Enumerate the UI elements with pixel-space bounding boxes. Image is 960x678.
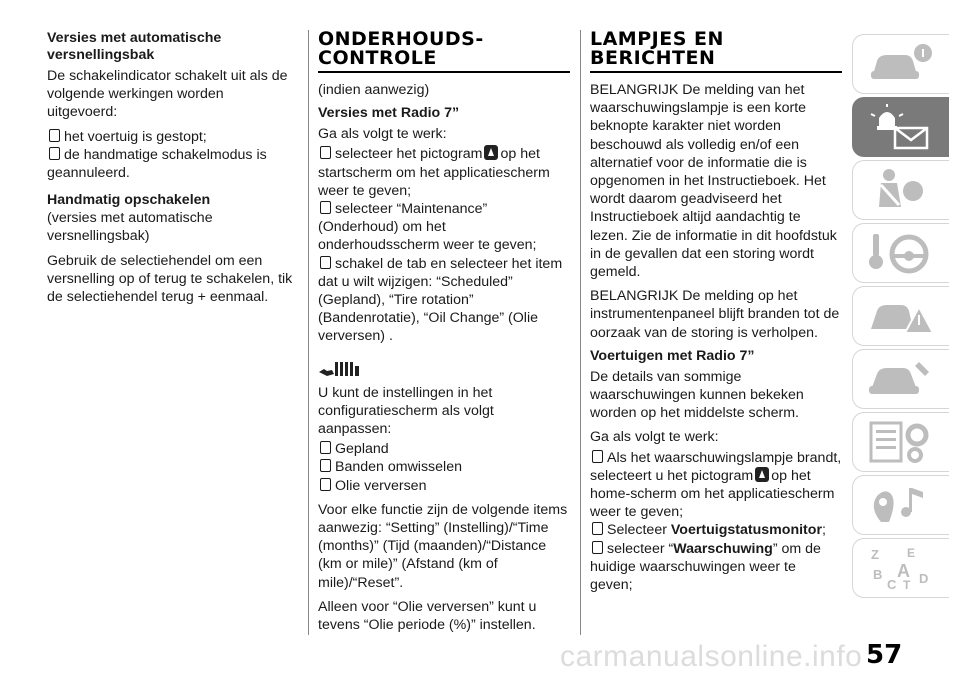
- paragraph: (indien aanwezig): [318, 82, 430, 98]
- column-divider: [580, 30, 581, 635]
- bullet-item: het voertuig is gestopt;: [47, 128, 297, 146]
- bullet-text: ;: [821, 522, 826, 539]
- bullet-text: Als het waarschuwingslampje brandt, selecteert u het pictogram: [590, 449, 842, 484]
- tab-multimedia[interactable]: [852, 475, 949, 535]
- tab-technical-data[interactable]: [852, 412, 949, 472]
- index-letter: D: [919, 571, 929, 586]
- paragraph: Alleen voor “Olie verversen” kunt u tevens “Olie periode (%)” instellen.: [318, 598, 537, 634]
- key-steering-wheel-icon: [867, 230, 937, 276]
- note-icon: [318, 356, 362, 378]
- index-letter: B: [873, 567, 883, 582]
- paragraph: (versies met automatische versnellingsbak): [47, 210, 213, 245]
- paragraph: Ga als volgt te werk:: [590, 429, 719, 446]
- bullet-item: Banden omwisselen: [318, 458, 570, 476]
- bullet-item: selecteer “Maintenance” (Onderhoud) om het onderhoudsscherm weer te geven;: [318, 200, 570, 255]
- bullet-text: op het home-scherm om het applicatiescherm weer te geven;: [590, 467, 835, 521]
- app-icon: [755, 467, 769, 482]
- bullet-item: Olie verversen: [318, 477, 570, 495]
- bullet-text: selecteer het pictogram: [335, 146, 483, 163]
- paragraph: U kunt de instellingen in het configuratiescherm als volgt aanpassen:: [318, 384, 494, 438]
- index-letter: E: [907, 546, 916, 560]
- tab-emergency[interactable]: [852, 286, 949, 346]
- tab-driving[interactable]: [852, 223, 949, 283]
- bullet-text: op het startscherm om het applicatiescherm weer te geven;: [318, 146, 550, 199]
- index-letter: A: [897, 561, 910, 581]
- bullet-text: Selecteer: [607, 522, 671, 539]
- tab-maintenance[interactable]: [852, 349, 949, 409]
- bullet-item: [590, 449, 842, 522]
- column-1: [47, 30, 297, 312]
- chapter-title: ONDERHOUDS-CONTROLE: [318, 30, 570, 73]
- bullet-item: Gepland: [318, 440, 570, 458]
- tab-index[interactable]: [852, 538, 949, 598]
- bullet-item: [590, 540, 842, 595]
- bullet-item: [318, 145, 570, 200]
- car-wrench-icon: [867, 356, 937, 402]
- index-letter: C: [887, 577, 897, 591]
- paragraph: Voor elke functie zijn de volgende items aanwezig: “Setting” (Instelling)/“Time (months)” (Tijd (maanden)/“Distance (km or mile)” (Afstand (km of mile)/“Reset”.: [318, 501, 568, 591]
- watermark: carmanualsonline.info: [560, 640, 863, 673]
- section-heading: Versies met automatische versnellingsbak: [47, 30, 222, 63]
- column-3: [590, 30, 842, 594]
- spec-list-gear-icon: [867, 419, 937, 465]
- paragraph: De schakelindicator schakelt uit als de volgende werkingen worden uitgevoerd:: [47, 68, 288, 121]
- section-heading: Handmatig opschakelen: [47, 192, 211, 209]
- bullet-text: ” om de huidige waarschuwingen weer te geven;: [590, 540, 821, 594]
- warning-light-message-icon: [867, 104, 937, 150]
- index-letter: Z: [871, 547, 879, 562]
- paragraph: Gebruik de selectiehendel om een versnelling op of terug te schakelen, tik de selectiehendel terug + eenmaal.: [47, 252, 293, 306]
- column-2: [318, 30, 570, 640]
- paragraph: BELANGRIJK De melding op het instrumentenpaneel blijft branden tot de oorzaak van de storing is verholpen.: [590, 288, 840, 341]
- tab-warning-lights[interactable]: [852, 97, 949, 157]
- bullet-item: de handmatige schakelmodus is geannuleerd.: [47, 146, 297, 182]
- app-icon: [484, 145, 498, 160]
- bullet-bold-text: Voertuigstatusmonitor: [670, 522, 822, 539]
- bullet-text: selecteer “: [607, 540, 674, 557]
- paragraph: BELANGRIJK De melding van het waarschuwingslampje is een korte beknopte karakter niet worden beschouwd als volledig en/of een alternatief voor de informatie die is opgenomen in het Instructieboek. Het wordt daarom geadviseerd het Instructieboek altijd aandachtig te lezen. Zie de informatie in dit hoofdstuk in de gevallen dat een storing wordt gemeld.: [590, 82, 837, 281]
- section-heading: Voertuigen met Radio 7”: [590, 347, 755, 364]
- car-info-icon: [867, 41, 937, 87]
- paragraph: Ga als volgt te werk:: [318, 126, 447, 143]
- chapter-tabs: [852, 34, 950, 601]
- airbag-seatbelt-icon: [867, 167, 937, 213]
- bullet-bold-text: Waarschuwing: [673, 540, 773, 557]
- bullet-item: [590, 521, 842, 539]
- alphabet-index-icon: [867, 545, 937, 591]
- tab-dashboard[interactable]: [852, 34, 949, 94]
- chapter-title: LAMPJES EN BERICHTEN: [590, 30, 842, 73]
- column-divider: [308, 30, 309, 635]
- emergency-car-icon: [867, 293, 937, 339]
- bullet-item: schakel de tab en selecteer het item dat u wilt wijzigen: “Scheduled” (Gepland), “Tire rotation” (Bandenrotatie), “Oil Change” (Olie verversen) .: [318, 255, 570, 346]
- index-letter: T: [903, 578, 911, 591]
- section-heading: Versies met Radio 7”: [318, 105, 460, 122]
- page-number: 57: [866, 640, 903, 670]
- tab-safety[interactable]: [852, 160, 949, 220]
- multimedia-icon: [867, 482, 937, 528]
- paragraph: De details van sommige waarschuwingen kunnen bekeken worden op het middelste scherm.: [590, 368, 804, 422]
